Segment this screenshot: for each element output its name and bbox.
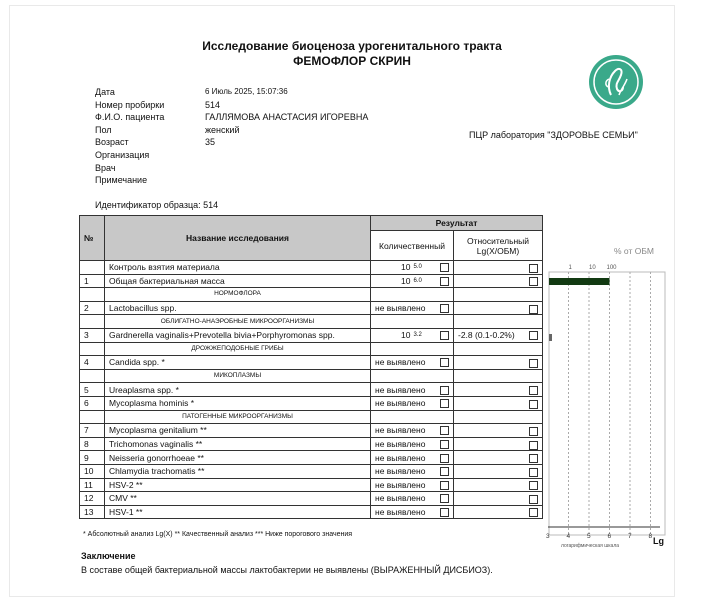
quant-value: не выявлено <box>375 384 426 395</box>
row-number: 11 <box>80 478 105 492</box>
test-name: HSV-1 ** <box>105 505 371 519</box>
quant-cell <box>371 437 454 451</box>
footnote: * Абсолютный анализ Lg(X) ** Качественный анализ *** Ниже порогового значения <box>83 531 353 538</box>
section-label: ОБЛИГАТНО-АНАЭРОБНЫЕ МИКРООРГАНИЗМЫ <box>105 315 371 329</box>
pct-tick: 10 <box>589 265 596 271</box>
section-row <box>80 315 543 329</box>
rel-checkbox[interactable] <box>529 454 538 463</box>
quant-cell <box>371 478 454 492</box>
table-row <box>80 301 543 315</box>
patient-value: женский <box>205 124 240 135</box>
rel-cell <box>454 383 543 397</box>
quant-value: не выявлено <box>375 357 426 368</box>
lg-tick: 8 <box>648 533 653 540</box>
test-name: Neisseria gonorrhoeae ** <box>105 451 371 465</box>
row-number: 5 <box>80 383 105 397</box>
section-label: НОРМОФЛОРА <box>105 288 371 302</box>
quant-cell <box>371 356 454 370</box>
test-name: Общая бактериальная масса <box>105 274 371 288</box>
rel-cell <box>454 492 543 506</box>
result-checkbox[interactable] <box>440 440 449 449</box>
lg-tick: 3 <box>546 533 550 540</box>
table-row <box>80 478 543 492</box>
rel-cell <box>454 505 543 519</box>
test-name: Mycoplasma genitalium ** <box>105 424 371 438</box>
rel-checkbox[interactable] <box>529 359 538 368</box>
result-checkbox[interactable] <box>440 399 449 408</box>
quant-value: не выявлено <box>375 493 426 504</box>
lg-tick: 7 <box>628 533 632 540</box>
patient-value: ГАЛЛЯМОВА АНАСТАСИЯ ИГОРЕВНА <box>205 112 369 123</box>
test-name: Контроль взятия материала <box>105 261 371 275</box>
patient-label: Пол <box>95 124 112 135</box>
rel-checkbox[interactable] <box>529 305 538 314</box>
row-number: 13 <box>80 505 105 519</box>
report-title: Исследование биоценоза урогенитального тракта <box>202 39 502 53</box>
test-name: Candida spp. * <box>105 356 371 370</box>
row-number: 7 <box>80 424 105 438</box>
table-row <box>80 396 543 410</box>
table-row <box>80 451 543 465</box>
patient-label: Ф.И.О. пациента <box>95 112 165 123</box>
empty-cell <box>80 342 105 356</box>
rel-cell <box>454 356 543 370</box>
section-row <box>80 369 543 383</box>
empty-cell <box>454 410 543 424</box>
table-row <box>80 274 543 288</box>
patient-value: 514 <box>205 99 221 110</box>
table-row <box>80 464 543 478</box>
test-name: Trichomonas vaginalis ** <box>105 437 371 451</box>
result-checkbox[interactable] <box>440 331 449 340</box>
result-checkbox[interactable] <box>440 508 449 517</box>
results-table <box>79 215 543 519</box>
test-name: CMV ** <box>105 492 371 506</box>
row-number <box>80 261 105 275</box>
quant-cell <box>371 261 454 275</box>
lab-name: ПЦР лаборатория "ЗДОРОВЬЕ СЕМЬИ" <box>469 130 638 140</box>
test-name: HSV-2 ** <box>105 478 371 492</box>
patient-label: Врач <box>95 162 116 173</box>
bar-total <box>549 278 610 285</box>
table-row <box>80 328 543 342</box>
patient-label: Примечание <box>95 175 148 186</box>
empty-cell <box>371 288 454 302</box>
empty-cell <box>371 342 454 356</box>
rel-cell <box>454 464 543 478</box>
empty-cell <box>80 410 105 424</box>
empty-cell <box>454 288 543 302</box>
row-number: 3 <box>80 328 105 342</box>
empty-cell <box>371 369 454 383</box>
result-checkbox[interactable] <box>440 386 449 395</box>
rel-checkbox[interactable] <box>529 441 538 450</box>
quant-value: 10 <box>401 330 411 341</box>
bar-gardnerella <box>549 334 552 341</box>
report-subtitle: ФЕМОФЛОР СКРИН <box>293 54 411 68</box>
conclusion-title: Заключение <box>81 551 136 561</box>
quant-value: не выявлено <box>375 452 426 463</box>
quant-cell <box>371 464 454 478</box>
rel-cell <box>454 451 543 465</box>
section-label: МИКОПЛАЗМЫ <box>105 369 371 383</box>
col-num-header: № <box>80 216 105 261</box>
quant-cell <box>371 505 454 519</box>
table-row <box>80 383 543 397</box>
table-row <box>80 261 543 275</box>
quant-cell <box>371 492 454 506</box>
quant-value: не выявлено <box>375 466 426 477</box>
patient-label: Дата <box>95 87 115 97</box>
result-checkbox[interactable] <box>440 494 449 503</box>
rel-checkbox[interactable] <box>529 468 538 477</box>
pct-label: % от ОБМ <box>614 246 654 256</box>
quant-exponent: 5.0 <box>413 264 422 271</box>
rel-cell <box>454 437 543 451</box>
rel-cell <box>454 396 543 410</box>
result-checkbox[interactable] <box>440 277 449 286</box>
empty-cell <box>80 369 105 383</box>
section-label: ДРОЖЖЕПОДОБНЫЕ ГРИБЫ <box>105 342 371 356</box>
section-row <box>80 342 543 356</box>
quant-value: не выявлено <box>375 425 426 436</box>
quant-value: не выявлено <box>375 303 426 314</box>
empty-cell <box>80 288 105 302</box>
quant-value: 10 <box>401 262 411 273</box>
pct-tick: 1 <box>568 265 572 271</box>
empty-cell <box>371 315 454 329</box>
rel-cell <box>454 274 543 288</box>
lg-tick: 5 <box>587 533 591 540</box>
quant-cell <box>371 424 454 438</box>
row-number: 10 <box>80 464 105 478</box>
rel-cell <box>454 424 543 438</box>
row-number: 8 <box>80 437 105 451</box>
rel-cell <box>454 301 543 315</box>
empty-cell <box>454 342 543 356</box>
result-checkbox[interactable] <box>440 358 449 367</box>
patient-label: Организация <box>95 150 150 160</box>
empty-cell <box>371 410 454 424</box>
patient-value: 6 Июль 2025, 15:07:36 <box>205 87 288 96</box>
rel-checkbox[interactable] <box>529 495 538 504</box>
test-name: Lactobacillus spp. <box>105 301 371 315</box>
rel-checkbox[interactable] <box>529 264 538 273</box>
patient-label: Номер пробирки <box>95 99 165 110</box>
table-row <box>80 356 543 370</box>
sample-id: Идентификатор образца: 514 <box>95 200 219 210</box>
chart-frame <box>549 272 665 535</box>
lg-axis-label: Lg <box>653 536 664 546</box>
quant-cell <box>371 396 454 410</box>
quant-exponent: 6.0 <box>413 277 422 284</box>
result-checkbox[interactable] <box>440 426 449 435</box>
rel-checkbox[interactable] <box>529 277 538 286</box>
test-name: Chlamydia trachomatis ** <box>105 464 371 478</box>
empty-cell <box>454 315 543 329</box>
row-number: 9 <box>80 451 105 465</box>
col-result-header: Результат <box>371 216 543 231</box>
quant-value: не выявлено <box>375 479 426 490</box>
quant-exponent: 3.2 <box>413 332 422 339</box>
rel-cell <box>454 328 543 342</box>
quant-cell <box>371 328 454 342</box>
rel-checkbox[interactable] <box>529 331 538 340</box>
scale-caption: логарифмическая шкала <box>561 543 620 549</box>
result-checkbox[interactable] <box>440 467 449 476</box>
rel-checkbox[interactable] <box>529 427 538 436</box>
table-row <box>80 424 543 438</box>
row-number: 6 <box>80 396 105 410</box>
rel-cell <box>454 261 543 275</box>
result-checkbox[interactable] <box>440 454 449 463</box>
patient-value: 35 <box>205 137 216 148</box>
section-row <box>80 410 543 424</box>
rel-checkbox[interactable] <box>529 400 538 409</box>
section-label: ПАТОГЕННЫЕ МИКРООРГАНИЗМЫ <box>105 410 371 424</box>
section-row <box>80 288 543 302</box>
col-quant-header: Количественный <box>371 231 454 261</box>
row-number: 1 <box>80 274 105 288</box>
result-checkbox[interactable] <box>440 304 449 313</box>
pct-tick: 100 <box>606 265 617 271</box>
row-number: 12 <box>80 492 105 506</box>
quant-cell <box>371 383 454 397</box>
row-number: 4 <box>80 356 105 370</box>
empty-cell <box>80 315 105 329</box>
col-name-header: Название исследования <box>105 216 371 261</box>
quant-cell <box>371 451 454 465</box>
quant-cell <box>371 301 454 315</box>
lg-chart <box>548 258 668 548</box>
result-checkbox[interactable] <box>440 481 449 490</box>
table-row <box>80 505 543 519</box>
empty-cell <box>454 369 543 383</box>
lg-tick: 6 <box>607 533 612 540</box>
quant-cell <box>371 274 454 288</box>
quant-value: не выявлено <box>375 439 426 450</box>
rel-checkbox[interactable] <box>529 481 538 490</box>
col-rel-header: Относительный Lg(X/ОБМ) <box>454 231 543 261</box>
table-row <box>80 492 543 506</box>
patient-label: Возраст <box>95 137 129 148</box>
test-name: Gardnerella vaginalis+Prevotella bivia+Porphyromonas spp. <box>105 328 371 342</box>
conclusion-text: В составе общей бактериальной массы лактобактерии не выявлены (ВЫРАЖЕННЫЙ ДИСБИОЗ). <box>81 565 493 575</box>
test-name: Ureaplasma spp. * <box>105 383 371 397</box>
lg-tick: 4 <box>566 533 571 540</box>
result-checkbox[interactable] <box>440 263 449 272</box>
rel-cell <box>454 478 543 492</box>
quant-value: 10 <box>401 275 411 286</box>
table-row <box>80 437 543 451</box>
rel-value: -2.8 (0.1-0.2%) <box>458 330 515 341</box>
row-number: 2 <box>80 301 105 315</box>
rel-checkbox[interactable] <box>529 386 538 395</box>
quant-value: не выявлено <box>375 506 426 517</box>
clinic-logo <box>589 55 643 109</box>
test-name: Mycoplasma hominis * <box>105 396 371 410</box>
quant-value: не выявлено <box>375 398 426 409</box>
rel-checkbox[interactable] <box>529 508 538 517</box>
